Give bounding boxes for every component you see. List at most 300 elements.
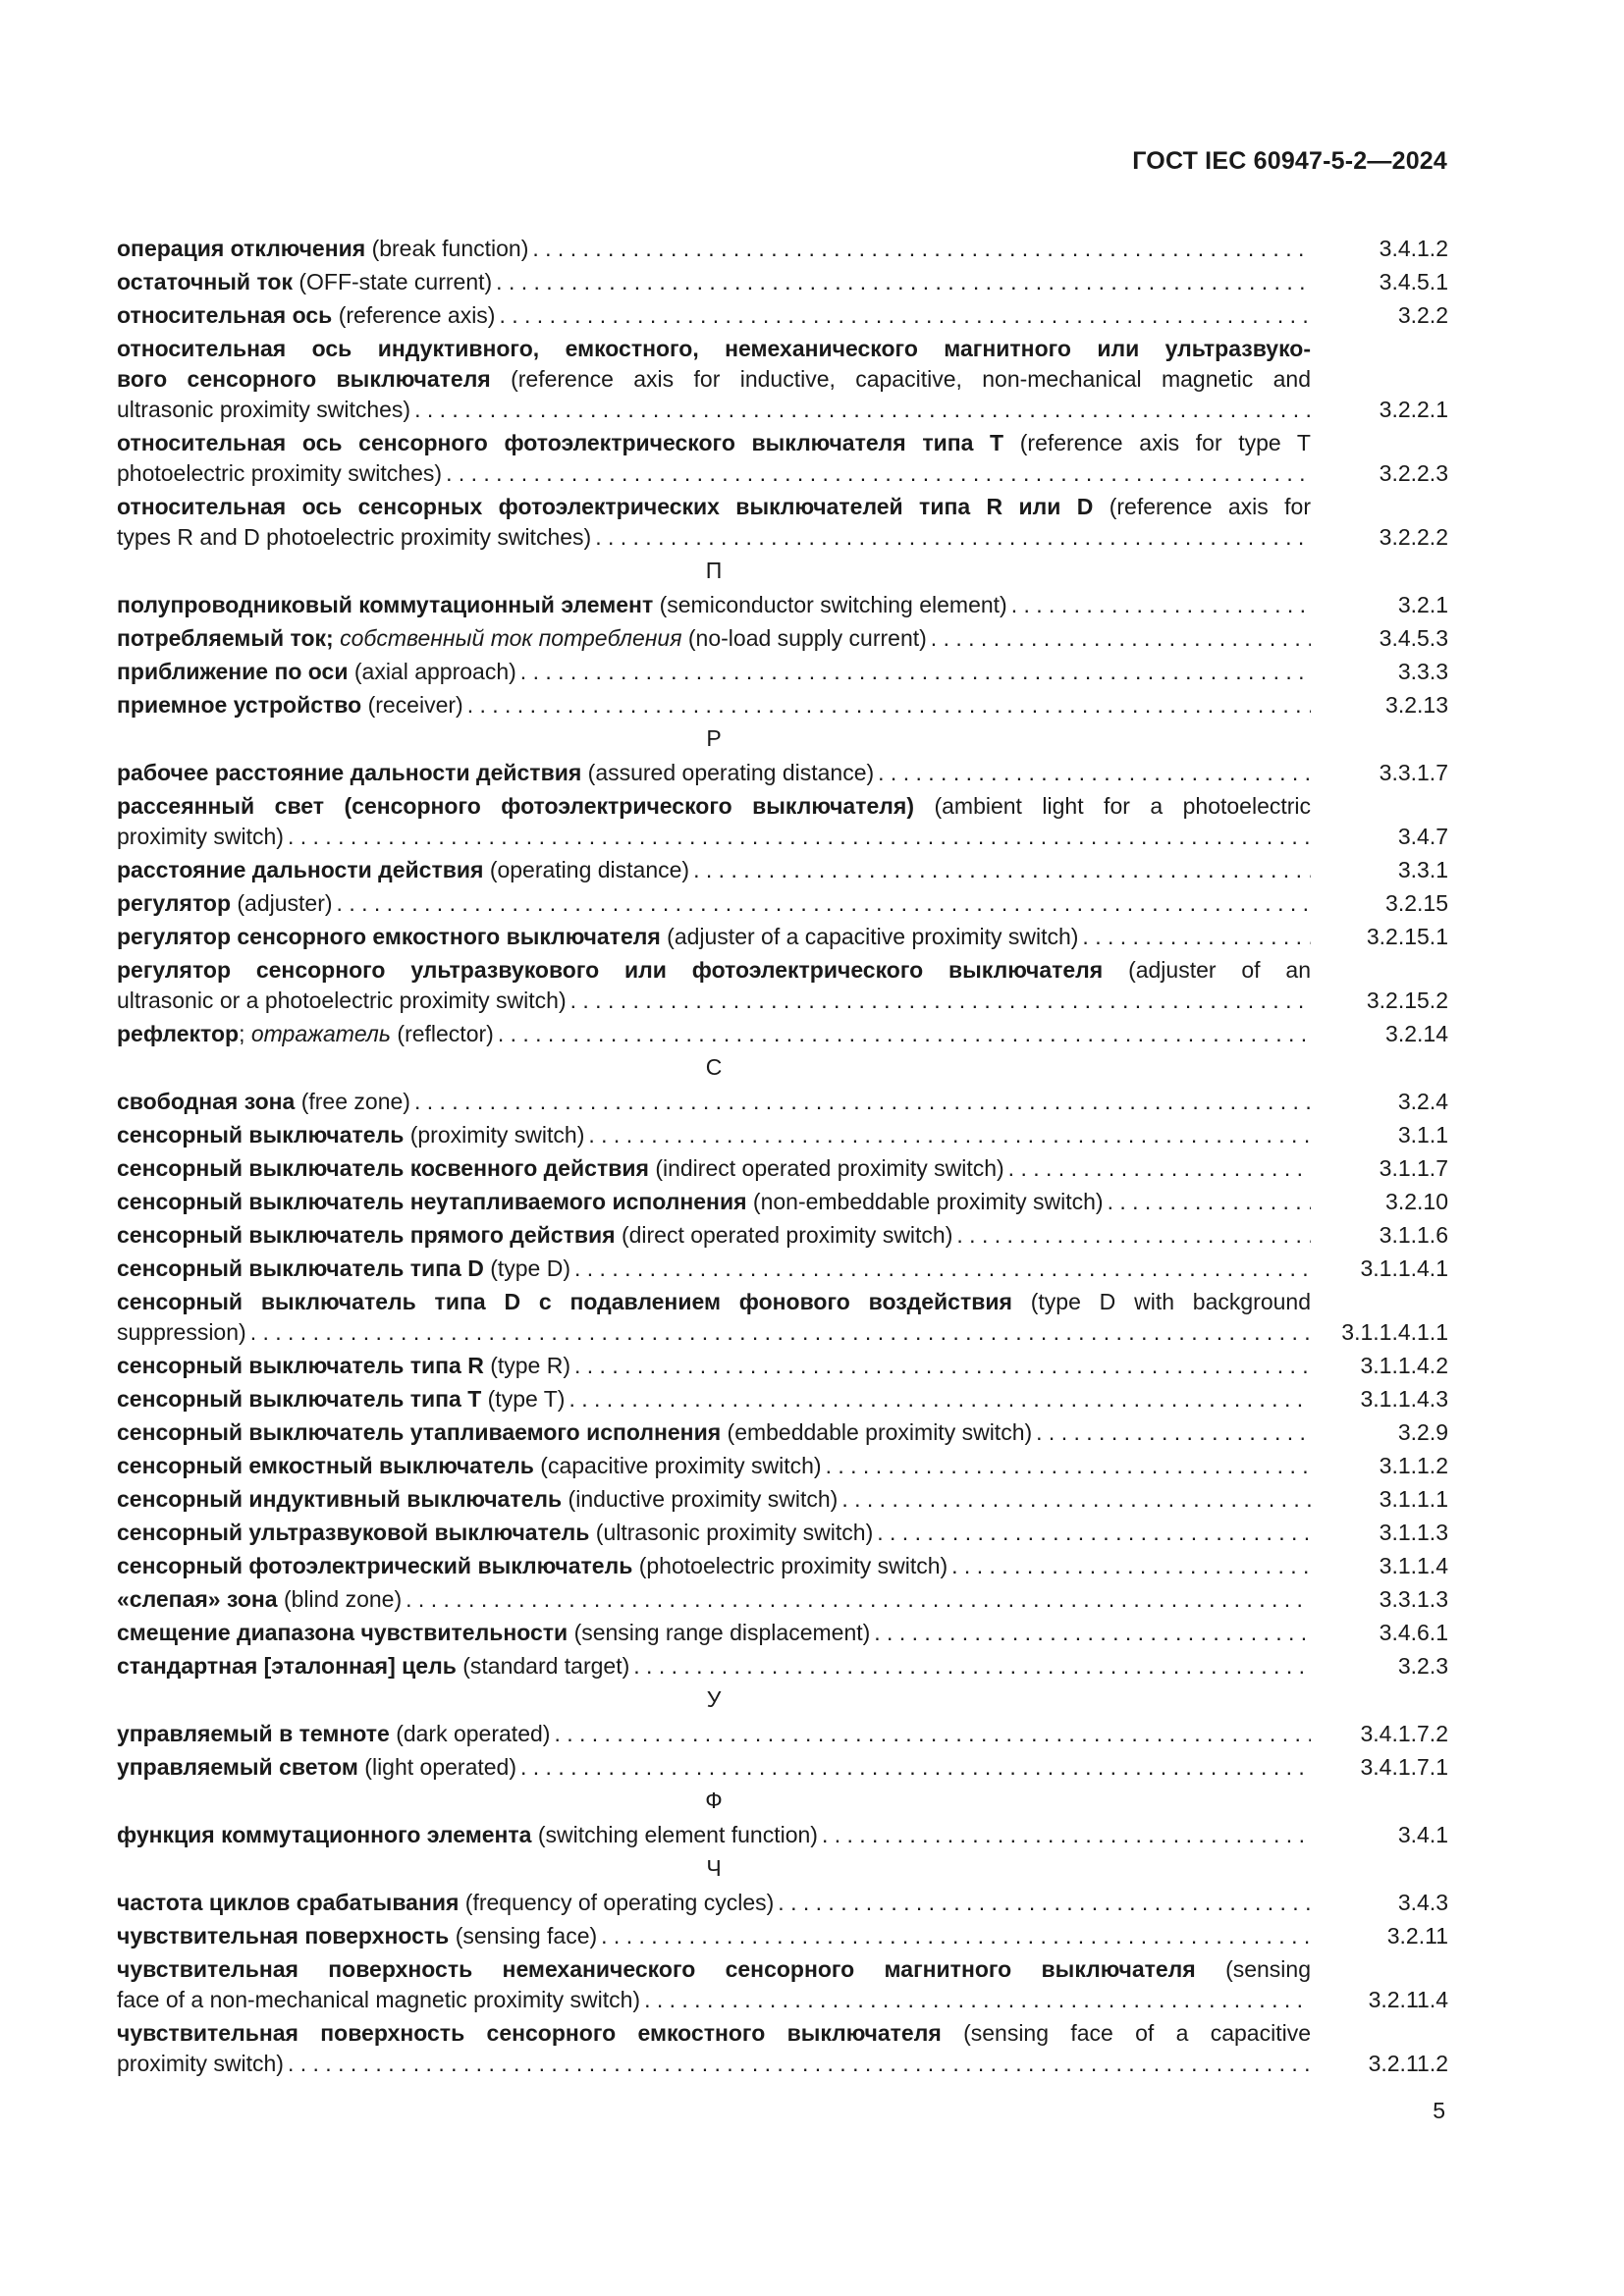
entry-text xyxy=(117,822,284,852)
entry-term: функция коммутационного элемента xyxy=(117,1822,532,1847)
entry-last-line xyxy=(117,822,1311,852)
entry-english: (receiver) xyxy=(367,692,463,718)
entry-english: (adjuster of an xyxy=(1128,957,1312,983)
entry-term: относительная ось xyxy=(117,302,333,328)
index-entry xyxy=(117,1551,1448,1581)
entry-body xyxy=(117,1384,1311,1415)
entry-body xyxy=(117,1187,1311,1217)
entry-last-line xyxy=(117,1317,1311,1348)
index-entry xyxy=(117,623,1448,654)
entry-reference: 3.4.5.1 xyxy=(1379,269,1448,294)
entry-text xyxy=(117,657,516,687)
dot-leader xyxy=(1008,1153,1311,1184)
entry-body xyxy=(117,1820,1311,1850)
entry-english: (semiconductor switching element) xyxy=(659,592,1007,617)
index-entry xyxy=(117,492,1448,553)
entry-english: (reference axis for inductive, capacitive, non-mechanical magnetic and xyxy=(511,366,1312,392)
dot-leader xyxy=(826,1451,1311,1481)
index-entry xyxy=(117,300,1448,331)
dot-leader xyxy=(337,888,1311,919)
entry-text xyxy=(117,1518,873,1548)
entry-reference: 3.3.1.7 xyxy=(1379,760,1448,785)
entry-english: (assured operating distance) xyxy=(587,760,875,785)
dot-leader xyxy=(874,1618,1311,1648)
dot-leader xyxy=(496,267,1311,297)
index-entry xyxy=(117,1484,1448,1515)
entry-body xyxy=(117,1584,1311,1615)
entry-english-cont: photoelectric proximity switches) xyxy=(117,460,443,486)
entry-body xyxy=(117,955,1311,1016)
entry-reference: 3.2.9 xyxy=(1397,1419,1448,1445)
entry-term: чувствительная поверхность немеханического сенсорного магнитного выключателя xyxy=(117,1956,1196,1982)
index-entry xyxy=(117,1518,1448,1548)
entry-english: (reference axis) xyxy=(338,302,496,328)
entry-first-line xyxy=(117,2018,1311,2049)
entry-english: (sensing face) xyxy=(455,1923,598,1949)
entry-reference: 3.2.2.1 xyxy=(1379,397,1448,422)
index-entry xyxy=(117,1351,1448,1381)
dot-leader xyxy=(1082,922,1311,952)
entry-text xyxy=(117,590,1007,620)
entry-reference: 3.1.1.3 xyxy=(1379,1520,1448,1545)
entry-english-cont: proximity switch) xyxy=(117,2051,284,2076)
entry-text xyxy=(117,1220,952,1251)
entry-body xyxy=(117,1351,1311,1381)
entry-english: (inductive proximity switch) xyxy=(568,1486,839,1512)
entry-english-cont: types R and D photoelectric proximity switches) xyxy=(117,524,592,550)
entry-reference: 3.1.1.4.3 xyxy=(1360,1386,1448,1412)
entry-reference: 3.4.3 xyxy=(1397,1890,1448,1915)
entry-body xyxy=(117,657,1311,687)
index-entry xyxy=(117,1287,1448,1348)
letter-heading: П xyxy=(705,558,723,583)
entry-reference: 3.2.10 xyxy=(1385,1189,1448,1214)
entry-english: (sensing face of a capacitive xyxy=(963,2020,1311,2046)
entry-term: сенсорный выключатель утапливаемого исполнения xyxy=(117,1419,722,1445)
dot-leader xyxy=(601,1921,1311,1951)
entry-term: сенсорный фотоэлектрический выключатель xyxy=(117,1553,633,1578)
entry-body xyxy=(117,1719,1311,1749)
entry-english: (break function) xyxy=(371,236,529,261)
entry-body xyxy=(117,590,1311,620)
entry-reference: 3.1.1.6 xyxy=(1379,1222,1448,1248)
entry-term: сенсорный ультразвуковой выключатель xyxy=(117,1520,590,1545)
entry-english: (type D) xyxy=(490,1255,570,1281)
index-entry xyxy=(117,1584,1448,1615)
index-entry xyxy=(117,1120,1448,1150)
entry-english: (capacitive proximity switch) xyxy=(540,1453,822,1478)
index-entry xyxy=(117,234,1448,264)
entry-body xyxy=(117,1287,1311,1348)
entry-reference: 3.1.1.1 xyxy=(1379,1486,1448,1512)
entry-text xyxy=(117,267,492,297)
entry-text xyxy=(117,458,442,489)
entry-reference: 3.2.11 xyxy=(1386,1923,1448,1949)
entry-text xyxy=(117,623,927,654)
entry-english: (operating distance) xyxy=(489,857,690,882)
entry-first-line xyxy=(117,955,1311,986)
entry-body xyxy=(117,1752,1311,1783)
entry-english: (frequency of operating cycles) xyxy=(464,1890,775,1915)
entry-english: (dark operated) xyxy=(396,1721,551,1746)
entry-body xyxy=(117,922,1311,952)
entry-english: (no-load supply current) xyxy=(687,625,927,651)
entry-text xyxy=(117,1752,516,1783)
entry-english: (blind zone) xyxy=(283,1586,403,1612)
entry-reference: 3.2.4 xyxy=(1397,1089,1448,1114)
entry-text xyxy=(117,1820,818,1850)
dot-leader xyxy=(693,855,1311,885)
entry-text xyxy=(117,986,567,1016)
dot-leader xyxy=(588,1120,1311,1150)
entry-term: расстояние дальности действия xyxy=(117,857,484,882)
entry-body xyxy=(117,623,1311,654)
dot-leader xyxy=(595,522,1311,553)
entry-english-cont: ultrasonic proximity switches) xyxy=(117,397,411,422)
entry-reference: 3.3.1.3 xyxy=(1379,1586,1448,1612)
entry-text xyxy=(117,1484,838,1515)
entry-term: чувствительная поверхность xyxy=(117,1923,450,1949)
entry-reference: 3.2.15.2 xyxy=(1366,988,1448,1013)
entry-english: (proximity switch) xyxy=(409,1122,585,1148)
dot-leader xyxy=(822,1820,1311,1850)
dot-leader xyxy=(499,300,1311,331)
dot-leader xyxy=(574,1351,1311,1381)
entry-body xyxy=(117,300,1311,331)
entry-body xyxy=(117,1551,1311,1581)
entry-english: (ultrasonic proximity switch) xyxy=(595,1520,874,1545)
term-index xyxy=(117,234,1448,2082)
entry-body xyxy=(117,1417,1311,1448)
dot-leader xyxy=(520,1752,1311,1783)
entry-body xyxy=(117,1518,1311,1548)
entry-term: стандартная [эталонная] цель xyxy=(117,1653,457,1679)
entry-english: (non-embeddable proximity switch) xyxy=(752,1189,1104,1214)
index-entry xyxy=(117,1921,1448,1951)
entry-english-cont: proximity switch) xyxy=(117,824,284,849)
dot-leader xyxy=(446,458,1311,489)
index-entry xyxy=(117,1187,1448,1217)
index-entry xyxy=(117,1752,1448,1783)
index-entry xyxy=(117,1651,1448,1682)
entry-term: приемное устройство xyxy=(117,692,362,718)
dot-leader xyxy=(554,1719,1311,1749)
letter-heading: У xyxy=(706,1686,722,1712)
entry-english: (embeddable proximity switch) xyxy=(727,1419,1033,1445)
entry-term: сенсорный выключатель xyxy=(117,1122,405,1148)
entry-term: свободная зона xyxy=(117,1089,296,1114)
dot-leader xyxy=(878,758,1311,788)
entry-reference: 3.1.1.4 xyxy=(1379,1553,1448,1578)
dot-leader xyxy=(520,657,1311,687)
entry-body xyxy=(117,1651,1311,1682)
entry-text xyxy=(117,922,1078,952)
entry-term: рассеянный свет (сенсорного фотоэлектрического выключателя) xyxy=(117,793,914,819)
entry-term: приближение по оси xyxy=(117,659,349,684)
entry-reference: 3.2.3 xyxy=(1397,1653,1448,1679)
dot-leader xyxy=(877,1518,1311,1548)
entry-first-line xyxy=(117,791,1311,822)
index-entry xyxy=(117,657,1448,687)
index-entry xyxy=(117,1153,1448,1184)
entry-term: относительная ось сенсорного фотоэлектрического выключателя типа T xyxy=(117,430,1004,455)
entry-last-line xyxy=(117,395,1311,425)
dot-leader xyxy=(406,1584,1311,1615)
entry-body xyxy=(117,1220,1311,1251)
entry-reference: 3.1.1.4.1.1 xyxy=(1341,1319,1448,1345)
entry-text xyxy=(117,1153,1004,1184)
entry-term: «слепая» зона xyxy=(117,1586,278,1612)
entry-english: (light operated) xyxy=(364,1754,516,1780)
index-entry xyxy=(117,1618,1448,1648)
entry-body xyxy=(117,1921,1311,1951)
entry-term: сенсорный емкостный выключатель xyxy=(117,1453,534,1478)
entry-english-cont: face of a non-mechanical magnetic proximity switch) xyxy=(117,1987,641,2012)
entry-last-line xyxy=(117,2049,1311,2079)
dot-leader xyxy=(778,1888,1311,1918)
entry-last-line xyxy=(117,522,1311,553)
entry-term: смещение диапазона чувствительности xyxy=(117,1620,568,1645)
entry-term: частота циклов срабатывания xyxy=(117,1890,460,1915)
index-entry xyxy=(117,922,1448,952)
page-number: 5 xyxy=(1433,2098,1445,2123)
entry-reference: 3.4.6.1 xyxy=(1379,1620,1448,1645)
entry-reference: 3.4.1.7.2 xyxy=(1360,1721,1448,1746)
entry-body xyxy=(117,1954,1311,2015)
dot-leader xyxy=(288,2049,1311,2079)
index-entry xyxy=(117,428,1448,489)
entry-text xyxy=(117,1551,947,1581)
entry-last-line xyxy=(117,458,1311,489)
entry-term: регулятор сенсорного емкостного выключателя xyxy=(117,924,661,949)
entry-reference: 3.2.15 xyxy=(1385,890,1448,916)
entry-body xyxy=(117,234,1311,264)
entry-term: управляемый светом xyxy=(117,1754,358,1780)
entry-body xyxy=(117,1254,1311,1284)
index-entry xyxy=(117,1384,1448,1415)
dot-leader xyxy=(956,1220,1311,1251)
entry-term: потребляемый ток; xyxy=(117,625,334,651)
dot-leader xyxy=(498,1019,1311,1049)
entry-english: (type D with background xyxy=(1030,1289,1312,1314)
entry-english: (axial approach) xyxy=(353,659,516,684)
entry-body xyxy=(117,758,1311,788)
entry-english: (ambient light for a photoelectric xyxy=(934,793,1312,819)
entry-body xyxy=(117,1153,1311,1184)
dot-leader xyxy=(931,623,1311,654)
index-entry xyxy=(117,758,1448,788)
entry-english-cont: ultrasonic or a photoelectric proximity switch) xyxy=(117,988,567,1013)
entry-term-alt: собственный ток потребления xyxy=(340,625,682,651)
dot-leader xyxy=(568,1384,1311,1415)
entry-term: сенсорный выключатель неутапливаемого исполнения xyxy=(117,1189,747,1214)
entry-text xyxy=(117,1985,640,2015)
entry-term-cont: вого сенсорного выключателя xyxy=(117,366,491,392)
entry-first-line xyxy=(117,334,1311,364)
dot-leader xyxy=(633,1651,1311,1682)
entry-body xyxy=(117,1618,1311,1648)
entry-text xyxy=(117,888,333,919)
index-entry xyxy=(117,267,1448,297)
dot-leader xyxy=(574,1254,1311,1284)
entry-last-line xyxy=(117,1985,1311,2015)
page-header-standard: ГОСТ IEC 60947-5-2—2024 xyxy=(1132,147,1447,175)
entry-reference: 3.4.7 xyxy=(1397,824,1448,849)
entry-reference: 3.2.2.3 xyxy=(1379,460,1448,486)
entry-term: сенсорный выключатель косвенного действия xyxy=(117,1155,649,1181)
entry-text xyxy=(117,2049,284,2079)
entry-term: сенсорный выключатель типа D xyxy=(117,1255,484,1281)
entry-reference: 3.4.1.7.1 xyxy=(1360,1754,1448,1780)
entry-first-line xyxy=(117,492,1311,522)
dot-leader xyxy=(570,986,1311,1016)
entry-body xyxy=(117,1484,1311,1515)
entry-english: (direct operated proximity switch) xyxy=(621,1222,953,1248)
entry-term: сенсорный выключатель типа T xyxy=(117,1386,482,1412)
index-entry xyxy=(117,1888,1448,1918)
entry-first-line xyxy=(117,428,1311,458)
index-entry xyxy=(117,888,1448,919)
entry-text xyxy=(117,522,591,553)
entry-body xyxy=(117,855,1311,885)
dot-leader xyxy=(1108,1187,1311,1217)
entry-last-line xyxy=(117,364,1311,395)
index-entry xyxy=(117,1254,1448,1284)
entry-english: (OFF-state current) xyxy=(298,269,493,294)
index-entry xyxy=(117,1087,1448,1117)
entry-reference: 3.2.2.2 xyxy=(1379,524,1448,550)
index-entry xyxy=(117,590,1448,620)
dot-leader xyxy=(532,234,1311,264)
entry-term: сенсорный выключатель типа D с подавлением фонового воздействия xyxy=(117,1289,1012,1314)
entry-term: рабочее расстояние дальности действия xyxy=(117,760,582,785)
entry-text xyxy=(117,855,689,885)
entry-english: (indirect operated proximity switch) xyxy=(655,1155,1004,1181)
entry-english: (type T) xyxy=(487,1386,566,1412)
index-entry xyxy=(117,1954,1448,2015)
entry-reference: 3.4.1 xyxy=(1397,1822,1448,1847)
entry-text xyxy=(117,1719,550,1749)
entry-english: (photoelectric proximity switch) xyxy=(638,1553,948,1578)
entry-term-alt: отражатель xyxy=(250,1021,392,1046)
entry-text xyxy=(117,1417,1032,1448)
entry-english: (type R) xyxy=(490,1353,570,1378)
entry-first-line xyxy=(117,1954,1311,1985)
index-entry xyxy=(117,334,1448,425)
dot-leader xyxy=(250,1317,1311,1348)
index-entry xyxy=(117,690,1448,721)
entry-body xyxy=(117,791,1311,852)
entry-term: управляемый в темноте xyxy=(117,1721,390,1746)
entry-text xyxy=(117,758,874,788)
dot-leader xyxy=(644,1985,1311,2015)
entry-reference: 3.1.1 xyxy=(1397,1122,1448,1148)
entry-body xyxy=(117,428,1311,489)
entry-reference: 3.1.1.4.2 xyxy=(1360,1353,1448,1378)
entry-text xyxy=(117,300,495,331)
entry-english: (sensing xyxy=(1225,1956,1311,1982)
dot-leader xyxy=(414,395,1311,425)
entry-term: относительная ось сенсорных фотоэлектрических выключателей типа R или D xyxy=(117,494,1094,519)
entry-term: регулятор сенсорного ультразвукового или фотоэлектрического выключателя xyxy=(117,957,1104,983)
entry-body xyxy=(117,267,1311,297)
entry-text xyxy=(117,1618,870,1648)
entry-reference: 3.2.2 xyxy=(1397,302,1448,328)
index-entry xyxy=(117,1417,1448,1448)
entry-term: рефлектор xyxy=(117,1021,240,1046)
entry-english: (switching element function) xyxy=(537,1822,818,1847)
letter-heading: Ч xyxy=(706,1855,722,1881)
entry-reference: 3.2.11.2 xyxy=(1368,2051,1448,2076)
dot-leader xyxy=(414,1087,1311,1117)
entry-text xyxy=(117,690,463,721)
entry-text xyxy=(117,1317,246,1348)
entry-term: регулятор xyxy=(117,890,231,916)
entry-reference: 3.2.11.4 xyxy=(1368,1987,1448,2012)
dot-leader xyxy=(1011,590,1311,620)
entry-text xyxy=(117,1921,597,1951)
index-entry xyxy=(117,791,1448,852)
entry-reference: 3.1.1.7 xyxy=(1379,1155,1448,1181)
dot-leader xyxy=(1036,1417,1311,1448)
entry-first-line xyxy=(117,1287,1311,1317)
entry-term: чувствительная поверхность сенсорного емкостного выключателя xyxy=(117,2020,942,2046)
entry-body xyxy=(117,492,1311,553)
entry-english: (reference axis for xyxy=(1109,494,1311,519)
entry-body xyxy=(117,334,1311,425)
entry-text xyxy=(117,1384,565,1415)
entry-body xyxy=(117,1087,1311,1117)
entry-text xyxy=(117,1584,402,1615)
entry-english: (adjuster of a capacitive proximity switch) xyxy=(667,924,1079,949)
entry-body xyxy=(117,1120,1311,1150)
index-entry xyxy=(117,1220,1448,1251)
entry-text xyxy=(117,1351,570,1381)
entry-reference: 3.2.15.1 xyxy=(1366,924,1448,949)
dot-leader xyxy=(288,822,1311,852)
letter-heading: Ф xyxy=(705,1788,723,1813)
entry-english: (reference axis for type T xyxy=(1019,430,1311,455)
dot-leader xyxy=(841,1484,1311,1515)
entry-body xyxy=(117,2018,1311,2079)
entry-term: сенсорный выключатель прямого действия xyxy=(117,1222,616,1248)
entry-term: сенсорный индуктивный выключатель xyxy=(117,1486,563,1512)
entry-reference: 3.4.1.2 xyxy=(1379,236,1448,261)
entry-english: (sensing range displacement) xyxy=(573,1620,871,1645)
dot-leader xyxy=(467,690,1311,721)
entry-text xyxy=(117,1451,822,1481)
entry-body xyxy=(117,690,1311,721)
entry-last-line xyxy=(117,986,1311,1016)
letter-heading: С xyxy=(705,1054,723,1080)
index-entry xyxy=(117,1820,1448,1850)
entry-reference: 3.2.13 xyxy=(1385,692,1448,718)
entry-body xyxy=(117,888,1311,919)
entry-text xyxy=(117,1087,410,1117)
entry-body xyxy=(117,1451,1311,1481)
entry-text xyxy=(117,1187,1104,1217)
entry-reference: 3.3.3 xyxy=(1397,659,1448,684)
entry-text xyxy=(117,1120,584,1150)
entry-english: (adjuster) xyxy=(237,890,333,916)
entry-term: сенсорный выключатель типа R xyxy=(117,1353,484,1378)
index-entry xyxy=(117,2018,1448,2079)
entry-english: (standard target) xyxy=(462,1653,630,1679)
entry-term: остаточный ток xyxy=(117,269,293,294)
letter-heading: Р xyxy=(706,725,722,751)
entry-reference: 3.1.1.4.1 xyxy=(1360,1255,1448,1281)
entry-reference: 3.3.1 xyxy=(1397,857,1448,882)
